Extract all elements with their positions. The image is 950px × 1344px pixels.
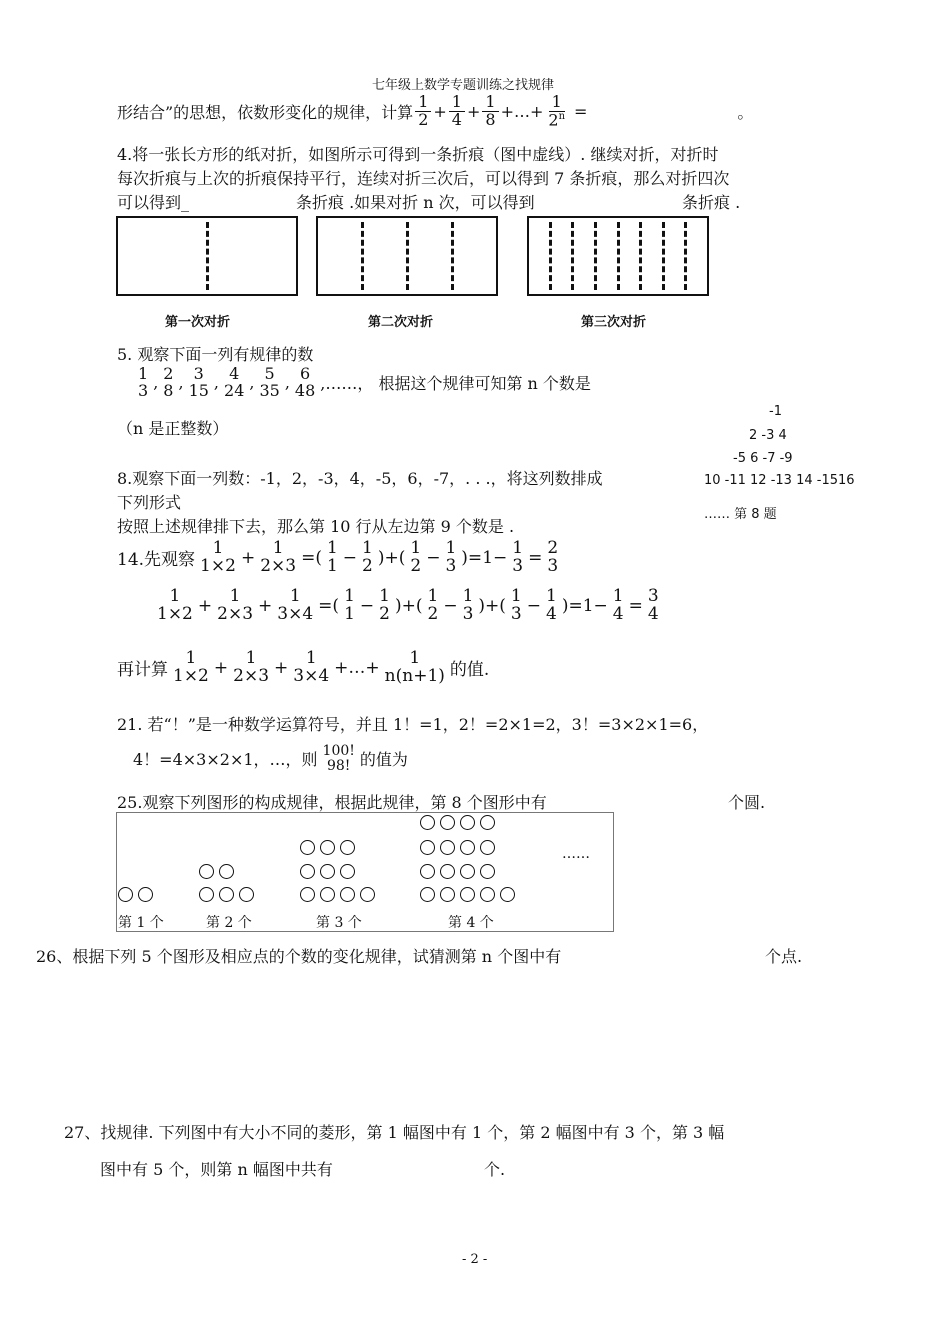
q25-label-2: 第 2 个 — [206, 915, 252, 931]
q5-frac-5: 5 35 — [259, 364, 280, 400]
triangle-row-2: 2 -3 4 — [749, 428, 787, 443]
q3-prefix: 形结合”的思想，依数形变化的规律，计算 — [117, 102, 414, 122]
q5-frac-1: 1 3 — [138, 364, 149, 400]
q3-frac-1: $\frac{1}{2}$ — [415, 94, 431, 129]
q3-end: 。 — [737, 102, 754, 122]
q25-ellipsis: …… — [562, 846, 590, 862]
q4-line2: 每次折痕与上次的折痕保持平行，连续对折三次后，可以得到 7 条折痕，那么对折四次 — [117, 169, 730, 188]
q25-label-1: 第 1 个 — [118, 915, 164, 931]
q25-text: 25.观察下列图形的构成规律，根据此规律，第 8 个图形中有 — [117, 793, 547, 812]
q21-line2: 4！=4×3×2×1，…，则 100! 98! 的值为 — [133, 743, 408, 774]
q3-frac-2: $\frac{1}{4}$ — [449, 94, 465, 129]
q4-line3a: 可以得到_ — [117, 193, 190, 212]
circles-fig2-row2 — [199, 887, 259, 906]
circles-fig2-row1 — [199, 864, 239, 883]
q3-line: 形结合”的思想，依数形变化的规律，计算 $\frac{1}{2}$ + $\frac{1}{4}$ + $\frac{1}{8}$ +…+ $\frac{1}{2^n}$ = 。 — [117, 92, 754, 130]
q5-tail: ,……， 根据这个规律可知第 n 个数是 — [320, 374, 591, 394]
q26-text: 26、根据下列 5 个图形及相应点的个数的变化规律，试猜测第 n 个图中有 — [36, 947, 562, 966]
q14-row-2: 1 1×2 + 1 2×3 + 1 3×4 =( 1 1 − 1 2 )+( 1 2 − 1 3 )+( 1 3 − 1 4 )=1− 1 4 = 3 4 — [157, 586, 659, 624]
q5-note: （n 是正整数） — [117, 419, 229, 438]
q5-frac-3: 3 15 — [188, 364, 209, 400]
q4-line3c: 条折痕 . — [682, 193, 741, 212]
q5-sequence: 1 3 , 2 8 , 3 15 , 4 24 , 5 35 , 6 48 ,……， 根据这个规律可知第 n 个数是 — [133, 366, 591, 400]
q25-label-4: 第 4 个 — [448, 915, 494, 931]
circles-fig4-row3 — [420, 864, 500, 883]
circles-fig4-row4 — [420, 887, 520, 906]
q27-line2a: 图中有 5 个，则第 n 幅图中共有 — [100, 1160, 333, 1179]
fold-diagram-2 — [316, 216, 498, 296]
circles-fig1-row1 — [118, 887, 158, 906]
q21-fraction: 100! 98! — [322, 743, 355, 774]
q4-line3b: 条折痕 .如果对折 n 次，可以得到 — [296, 193, 535, 212]
circles-fig4-row1 — [420, 815, 500, 834]
q3-frac-4: $\frac{1}{2^n}$ — [548, 92, 566, 130]
q25-label-3: 第 3 个 — [316, 915, 362, 931]
page-header: 七年级上数学专题训练之找规律 — [372, 78, 555, 93]
q8-line3: 按照上述规律排下去，那么第 10 行从左边第 9 个数是 . — [117, 517, 515, 536]
circles-fig3-row1 — [300, 840, 360, 859]
fold-caption-2: 第二次对折 — [368, 315, 434, 330]
q5-frac-4: 4 24 — [224, 364, 245, 400]
q27-line2b: 个. — [484, 1160, 506, 1179]
fold-diagram-3 — [527, 216, 709, 296]
q8-line2: 下列形式 — [117, 493, 182, 512]
triangle-row-4: 10 -11 12 -13 14 -1516 — [704, 473, 855, 488]
q4-line1: 4.将一张长方形的纸对折，如图所示可得到一条折痕（图中虚线）. 继续对折，对折时 — [117, 145, 719, 164]
q14-calc: 再计算 1 1×2 + 1 2×3 + 1 3×4 +…+ 1 n(n+1) 的值. — [117, 648, 490, 686]
q8-line1: 8.观察下面一列数：-1，2，-3，4，-5，6，-7，. . .，将这列数排成 — [117, 469, 603, 488]
circles-fig3-row3 — [300, 887, 380, 906]
q27-line1: 27、找规律. 下列图中有大小不同的菱形，第 1 幅图中有 1 个，第 2 幅图中有 3 个，第 3 幅 — [64, 1123, 725, 1142]
q3-frac-3: $\frac{1}{8}$ — [482, 94, 498, 129]
triangle-caption: …… 第 8 题 — [704, 507, 777, 522]
fold-diagram-1 — [116, 216, 298, 296]
q21-line1: 21. 若“！”是一种数学运算符号，并且 1！=1，2！=2×1=2，3！=3×2×1=6， — [117, 715, 709, 734]
triangle-row-3: -5 6 -7 -9 — [733, 451, 793, 466]
q5-frac-6: 6 48 — [294, 364, 316, 400]
q5-frac-2: 2 8 — [163, 364, 174, 400]
q25-figure — [116, 812, 614, 932]
circles-fig3-row2 — [300, 864, 360, 883]
q5-title: 5. 观察下面一列有规律的数 — [117, 345, 314, 364]
triangle-row-1: -1 — [769, 404, 782, 419]
q14-row-1: 14.先观察 1 1×2 + 1 2×3 =( 1 1 − 1 2 )+( 1 2 − 1 3 )= 1 − 1 3 = 2 3 — [117, 538, 559, 576]
q25-end: 个圆. — [728, 793, 766, 812]
q14-label: 14.先观察 — [117, 550, 196, 571]
fold-caption-3: 第三次对折 — [581, 315, 647, 330]
circles-fig4-row2 — [420, 840, 500, 859]
q26-end: 个点. — [765, 947, 803, 966]
fold-caption-1: 第一次对折 — [165, 315, 231, 330]
page-number: - 2 - — [462, 1252, 488, 1267]
